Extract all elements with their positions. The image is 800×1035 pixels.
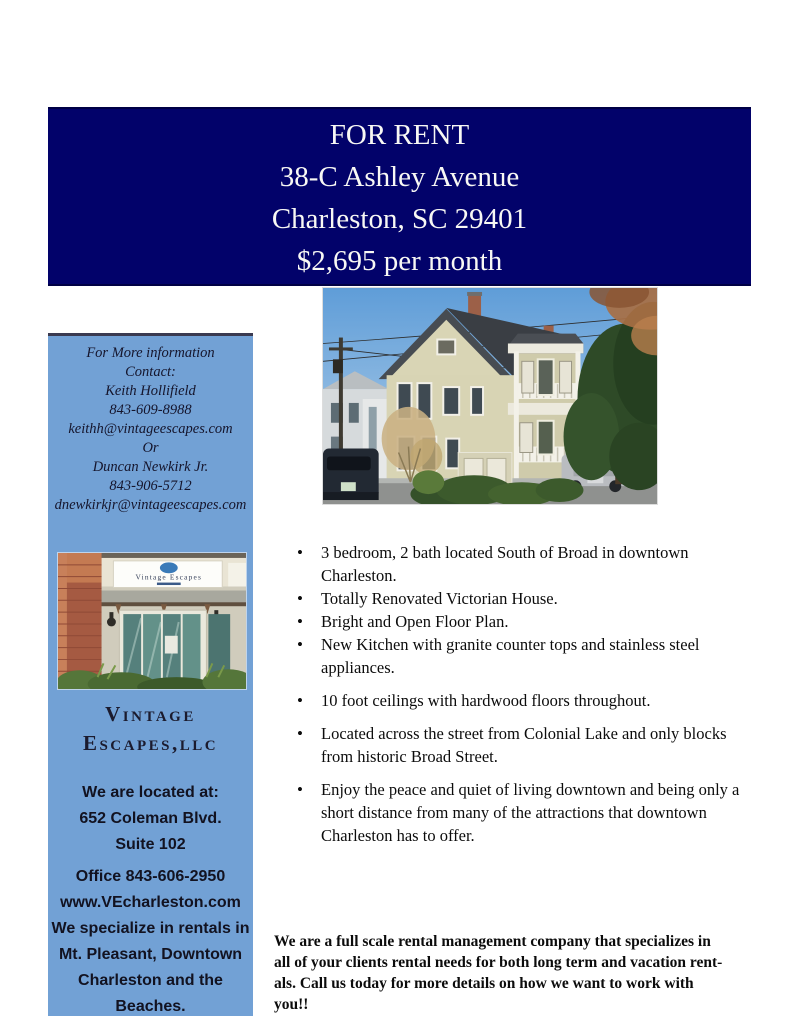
flyer-title: FOR RENT: [329, 119, 470, 151]
feature-item: • 10 foot ceilings with hardwood floors throughout.: [288, 689, 756, 712]
specialty-line: Beaches.: [115, 998, 186, 1015]
feature-item: • Located across the street from Colonial Lake and only blocks from historic Broad Street.: [288, 722, 756, 768]
storefront-sign: [113, 561, 222, 588]
contact-phone: 843-609-8988: [109, 402, 192, 418]
property-address-city: Charleston, SC 29401: [271, 203, 528, 235]
contact-name: Duncan Newkirk Jr.: [92, 459, 209, 475]
feature-item: • Enjoy the peace and quiet of living downtown and being only a short distance from many of the attractions that downtown Charleston has to offer.: [288, 778, 756, 847]
company-description-line: als. Call us today for more details on how we want to work with: [274, 975, 694, 992]
contact-line: Contact:: [125, 364, 176, 380]
rental-price: $2,695 per month: [296, 245, 503, 277]
specialty-line: Mt. Pleasant, Downtown: [58, 946, 243, 963]
brick-column: [58, 553, 102, 689]
location-line: We are located at:: [82, 784, 219, 801]
house-illustration: [323, 288, 657, 504]
property-address-street: 38-C Ashley Avenue: [279, 161, 520, 193]
company-description: [274, 931, 779, 1015]
storefront-sign-text: Vintage Escapes: [135, 572, 203, 582]
specialty-line: We specialize in rentals in: [51, 920, 250, 937]
company-description-line: We are a full scale rental management company that specializes in: [274, 933, 711, 950]
company-website: www.VEcharleston.com: [60, 894, 241, 911]
second-sign: [228, 563, 246, 587]
header-banner: [48, 107, 751, 286]
location-info: [48, 780, 253, 1020]
office-phone: Office 843-606-2950: [75, 868, 226, 885]
contact-phone: 843-906-5712: [109, 478, 192, 494]
storefront-illustration: [58, 553, 246, 689]
contact-line: For More information: [86, 345, 215, 361]
contact-name: Keith Hollifield: [105, 383, 196, 399]
company-description-line: all of your clients rental needs for both long term and vacation rent-: [274, 954, 723, 971]
company-name: [48, 700, 253, 758]
company-name-line2: Escapes,llc: [82, 731, 219, 755]
office-storefront-photo: [57, 552, 247, 690]
dark-suv: [323, 449, 379, 501]
sidebar: [48, 333, 253, 1016]
feature-item: • 3 bedroom, 2 bath located South of Broad in downtown Charleston.: [288, 541, 756, 587]
property-feature-list: [288, 541, 760, 847]
specialty-line: Charleston and the: [78, 972, 223, 989]
contact-info: [48, 344, 253, 515]
property-photo: [322, 287, 658, 505]
company-name-line1: Vintage: [105, 702, 196, 726]
feature-item: • New Kitchen with granite counter tops and stainless steel appliances.: [288, 633, 756, 679]
contact-email: dnewkirkjr@vintageescapes.com: [54, 497, 247, 513]
location-address: 652 Coleman Blvd.: [79, 810, 222, 827]
contact-line: Or: [142, 440, 159, 456]
contact-email: keithh@vintageescapes.com: [68, 421, 233, 437]
feature-item: • Bright and Open Floor Plan.: [288, 610, 756, 633]
company-description-line: you!!: [274, 996, 309, 1013]
feature-item: • Totally Renovated Victorian House.: [288, 587, 756, 610]
location-suite: Suite 102: [115, 836, 186, 853]
